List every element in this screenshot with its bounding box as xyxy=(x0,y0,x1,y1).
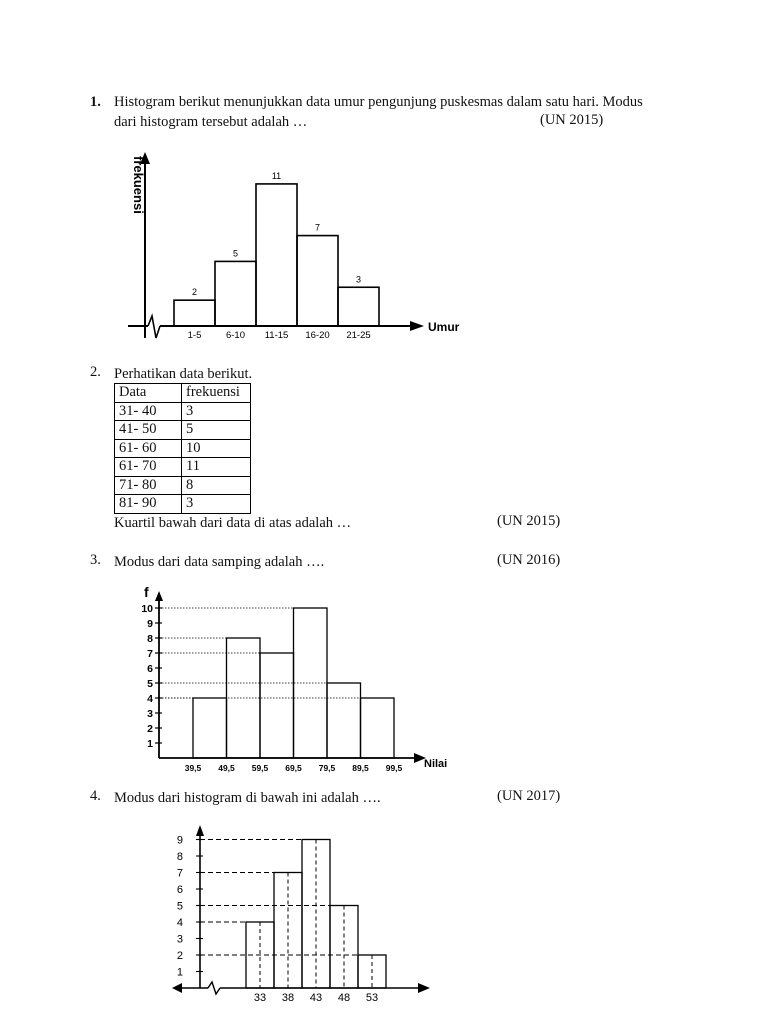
chart-1-y-label: frekuensi xyxy=(131,156,146,214)
chart-3-y-tick-label: 7 xyxy=(176,867,183,880)
table-row xyxy=(115,476,251,495)
question-4-number: 4. xyxy=(90,788,101,804)
table-header-frequency: frekuensi xyxy=(182,384,251,403)
question-4-source: (UN 2017) xyxy=(497,788,561,804)
chart-1-data-label: 5 xyxy=(232,248,239,259)
question-1-number: 1. xyxy=(90,94,101,110)
table-row xyxy=(115,402,251,421)
chart-2-x-tick-label: 89,5 xyxy=(352,763,369,773)
chart-1-age-histogram xyxy=(118,148,478,363)
chart-2-x-label: Nilai xyxy=(424,758,448,770)
chart-2-y-tick-label: 9 xyxy=(147,618,153,630)
table-cell-frequency: 5 xyxy=(182,421,251,440)
table-cell-frequency: 8 xyxy=(182,476,251,495)
chart-3-x-tick-label: 53 xyxy=(365,992,379,1004)
chart-2-x-tick-label: 79,5 xyxy=(318,763,336,773)
question-2-number: 2. xyxy=(90,364,101,380)
chart-3-x-tick-label: 33 xyxy=(253,992,267,1004)
chart-2-x-tick-label: 69,5 xyxy=(285,763,302,773)
chart-1-x-tick-label: 11-15 xyxy=(264,330,289,341)
chart-2-bar xyxy=(327,683,361,758)
chart-2-y-tick-label: 4 xyxy=(147,693,153,705)
chart-3-y-tick-label: 2 xyxy=(176,950,183,962)
chart-2-x-tick-label: 49,5 xyxy=(218,763,235,773)
chart-1-bar xyxy=(215,261,256,326)
question-3-line-1: Modus dari data samping adalah …. xyxy=(114,554,325,570)
question-2-line-2: Kuartil bawah dari data di atas adalah … xyxy=(114,515,352,531)
chart-3-x-tick-label: 48 xyxy=(337,992,351,1004)
table-row xyxy=(115,421,251,440)
question-2-line-1: Perhatikan data berikut. xyxy=(114,366,253,382)
table-cell-frequency: 3 xyxy=(182,402,251,421)
chart-3-x-tick-label: 43 xyxy=(309,992,323,1004)
table-cell-data: 31- 40 xyxy=(115,402,182,421)
chart-3-axes xyxy=(172,825,430,994)
table-row xyxy=(115,439,251,458)
chart-1-x-label: Umur xyxy=(428,320,460,334)
question-1-line-1: Histogram berikut menunjukkan data umur pengunjung puskesmas dalam satu hari. Modus xyxy=(114,94,643,110)
chart-1-x-tick-label: 21-25 xyxy=(346,330,371,341)
chart-3-y-tick-label: 6 xyxy=(176,884,183,896)
chart-2-y-label: f xyxy=(144,585,149,600)
chart-2-y-tick-label: 8 xyxy=(147,633,153,645)
chart-1-bar xyxy=(256,184,297,326)
frequency-table xyxy=(114,383,251,514)
chart-1-data-label: 2 xyxy=(191,287,198,298)
chart-3-y-tick-label: 8 xyxy=(176,851,183,863)
question-3-source: (UN 2016) xyxy=(497,552,561,568)
chart-3-histogram xyxy=(160,822,450,1017)
chart-1-x-tick-label: 1-5 xyxy=(187,330,202,341)
table-cell-data: 71- 80 xyxy=(115,476,182,495)
chart-2-score-histogram xyxy=(130,585,480,780)
chart-2-y-tick-label: 5 xyxy=(147,678,153,690)
question-3-number: 3. xyxy=(90,552,101,568)
chart-1-bar xyxy=(297,236,338,326)
chart-2-y-tick-label: 1 xyxy=(147,738,153,750)
table-row xyxy=(115,458,251,477)
chart-3-y-tick-label: 4 xyxy=(176,917,183,929)
chart-2-bar xyxy=(260,653,294,758)
chart-2-y-tick-label: 3 xyxy=(147,708,153,720)
chart-2-y-tick-label: 2 xyxy=(147,723,153,735)
chart-1-data-label: 7 xyxy=(314,222,321,233)
table-cell-data: 81- 90 xyxy=(115,495,182,514)
chart-2-bar xyxy=(193,698,227,758)
question-1-line-2: dari histogram tersebut adalah … xyxy=(114,114,308,130)
question-4-line-1: Modus dari histogram di bawah ini adalah …. xyxy=(114,790,381,806)
question-2-source: (UN 2015) xyxy=(497,513,561,529)
chart-1-x-tick-label: 16-20 xyxy=(305,330,330,341)
chart-1-data-label: 11 xyxy=(271,170,282,181)
table-header-data: Data xyxy=(115,384,182,403)
chart-1-bar xyxy=(338,287,379,326)
chart-2-y-tick-label: 7 xyxy=(147,648,153,660)
chart-2-bar xyxy=(361,698,395,758)
chart-1-x-tick-label: 6-10 xyxy=(225,330,246,341)
table-cell-frequency: 10 xyxy=(182,439,251,458)
table-header-row xyxy=(115,384,251,403)
chart-2-x-tick-label: 99,5 xyxy=(385,763,403,773)
chart-2-axes xyxy=(155,591,426,763)
chart-3-y-tick-label: 3 xyxy=(176,933,183,946)
chart-2-y-tick-label: 10 xyxy=(141,603,153,615)
chart-1-bar xyxy=(174,300,215,326)
table-cell-data: 41- 50 xyxy=(115,421,182,440)
chart-2-x-tick-label: 59,5 xyxy=(251,763,269,773)
chart-3-y-tick-label: 1 xyxy=(176,966,183,979)
chart-2-x-tick-label: 39,5 xyxy=(184,763,202,773)
table-row xyxy=(115,495,251,514)
table-cell-data: 61- 70 xyxy=(115,458,182,477)
chart-3-y-tick-label: 5 xyxy=(176,900,183,913)
chart-3-x-tick-label: 38 xyxy=(281,992,295,1004)
question-1-source: (UN 2015) xyxy=(540,112,604,128)
chart-1-data-label: 3 xyxy=(355,274,362,285)
chart-3-y-tick-label: 9 xyxy=(176,834,183,847)
table-cell-frequency: 3 xyxy=(182,495,251,514)
table-cell-frequency: 11 xyxy=(182,458,251,477)
chart-2-y-tick-label: 6 xyxy=(147,663,153,675)
table-cell-data: 61- 60 xyxy=(115,439,182,458)
